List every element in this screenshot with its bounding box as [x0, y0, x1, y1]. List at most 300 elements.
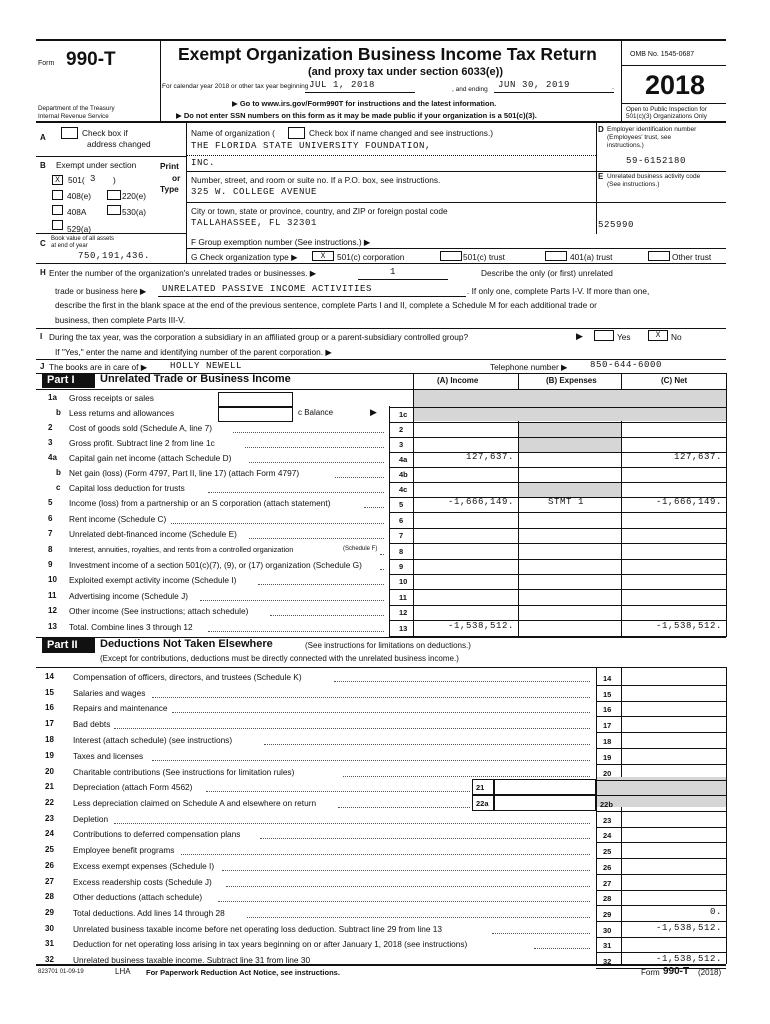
line-c-label: C — [40, 239, 46, 248]
part2-title-note: (See instructions for limitations on deductions.) — [305, 641, 471, 650]
part1-line-number: 8 — [48, 545, 53, 554]
part2-row-rule — [596, 780, 726, 781]
line-b-label: B — [40, 161, 46, 170]
line-a-label: A — [40, 133, 46, 142]
other-trust-label: Other trust — [672, 252, 712, 262]
part2-line-text: Employee benefit programs — [73, 845, 175, 855]
part1-line-text: Capital gain net income (attach Schedule D) — [69, 453, 232, 463]
part2-line-number: 20 — [45, 767, 54, 776]
part1-leader-dots — [270, 615, 384, 616]
omb-number: OMB No. 1545-0687 — [630, 51, 695, 58]
part1-balance-arrow-icon: ▶ — [370, 407, 377, 417]
part1-box-number: 6 — [399, 516, 404, 525]
activity-code-label1: Unrelated business activity code — [607, 173, 701, 180]
part1-leader-dots — [249, 462, 384, 463]
ein-label1: Employer identification number — [607, 126, 697, 133]
part1-line-number: b — [56, 468, 61, 477]
501c-checkbox[interactable]: X — [52, 175, 63, 185]
rule-h — [36, 328, 726, 329]
part2-leader-dots — [114, 823, 590, 824]
header-top-rule — [36, 39, 726, 41]
col-a-header: (A) Income — [437, 376, 479, 385]
part1-line-text: Income (loss) from a partnership or an S corporation (attach statement) — [69, 498, 331, 508]
address-changed-label1: Check box if — [82, 128, 128, 138]
part2-line-number: 15 — [45, 688, 54, 697]
part1-line-text: Rent income (Schedule C) — [69, 514, 167, 524]
subsidiary-yes-label: Yes — [617, 332, 631, 342]
part1-line-8-schedule: (Schedule F) — [343, 546, 378, 552]
h-instruction-line4: business, then complete Parts III-V. — [55, 315, 186, 325]
part1-line-text: Less returns and allowances — [69, 408, 175, 418]
line-e-label: E — [598, 172, 604, 181]
depreciation-input[interactable] — [494, 779, 596, 795]
book-value-label2: at end of year — [51, 243, 88, 249]
header-divider-right — [621, 39, 622, 121]
part1-net-value: 127,637. — [673, 452, 722, 462]
other-trust-checkbox[interactable] — [648, 251, 670, 261]
part1-box-number: 4a — [399, 455, 408, 464]
header-bottom-rule — [36, 121, 726, 123]
part1-title: Unrelated Trade or Business Income — [100, 373, 291, 385]
501c-trust-checkbox[interactable] — [440, 251, 462, 261]
part1-box-divider — [389, 466, 390, 482]
part2-box-number: 26 — [603, 863, 612, 872]
part1-shaded-b-4c — [519, 483, 621, 498]
part1-line-text: Capital loss deduction for trusts — [69, 483, 185, 493]
part2-line-text: Total deductions. Add lines 14 through 28 — [73, 908, 225, 918]
part1-box-divider — [389, 573, 390, 589]
part2-row-rule — [596, 764, 726, 765]
part2-leader-dots — [152, 760, 590, 761]
220e-label: 220(e) — [122, 191, 146, 201]
book-value: 750,191,436. — [78, 251, 151, 261]
part1-box-number: 12 — [399, 608, 408, 617]
part1-box-number: 10 — [399, 577, 408, 586]
footer-lha: LHA — [115, 967, 131, 976]
501c-close: ) — [113, 175, 116, 185]
part1-box-number: 5 — [399, 500, 404, 509]
returns-allowances-input[interactable] — [218, 407, 293, 422]
col-b-header: (B) Expenses — [546, 376, 597, 385]
part1-leader-dots — [249, 538, 384, 539]
part2-row-rule — [596, 890, 726, 891]
part1-box-number: 3 — [399, 440, 404, 449]
part2-line-text: Taxes and licenses — [73, 751, 144, 761]
part1-income-value: -1,666,149. — [447, 497, 514, 507]
trade-after: . If only one, complete Parts I-V. If more than one, — [467, 286, 650, 296]
gross-receipts-input[interactable] — [218, 392, 293, 407]
org-name-line1: THE FLORIDA STATE UNIVERSITY FOUNDATION, — [191, 141, 432, 151]
part2-row-rule — [596, 795, 726, 796]
book-value-label1: Book value of all assets — [51, 236, 115, 242]
part1-statement-ref: STMT 1 — [548, 497, 585, 507]
part2-box-number: 24 — [603, 831, 612, 840]
part2-box-number: 27 — [603, 879, 612, 888]
type-label: Type — [160, 184, 179, 194]
part1-line-text: Total. Combine lines 3 through 12 — [69, 622, 193, 632]
part2-leader-dots — [260, 838, 590, 839]
arrow-icon: ▶ — [576, 331, 583, 341]
part2-leader-dots — [181, 854, 590, 855]
part1-leader-dots — [208, 492, 384, 493]
part1-line-number: 13 — [48, 622, 57, 631]
part1-line-number: 11 — [48, 591, 57, 600]
org-name-divider — [186, 155, 596, 156]
city-value: TALLAHASSEE, FL 32301 — [191, 218, 318, 228]
part1-box-number: 11 — [399, 593, 407, 602]
401a-trust-label: 401(a) trust — [570, 252, 613, 262]
529a-checkbox[interactable] — [52, 220, 63, 230]
part2-box-number: 30 — [603, 926, 612, 935]
part1-line-number: 9 — [48, 560, 53, 569]
begin-underline — [305, 92, 415, 93]
part1-row-rule — [389, 437, 726, 438]
part1-row-rule — [389, 543, 726, 544]
501c-subsection: 3 — [90, 174, 97, 184]
part2-line-text: Other deductions (attach schedule) — [73, 892, 203, 902]
part2-line-text: Compensation of officers, directors, and trustees (Schedule K) — [73, 672, 302, 682]
department-line2: Internal Revenue Service — [38, 113, 109, 120]
tax-year: 2018 — [645, 70, 706, 100]
footer-form-word: Form — [641, 968, 660, 977]
form-word: Form — [38, 60, 55, 67]
line-d-label: D — [598, 125, 604, 134]
part2-leader-dots — [247, 917, 590, 918]
part1-box-divider — [389, 558, 390, 574]
department-line1: Department of the Treasury — [38, 105, 115, 112]
footer-rule — [36, 964, 726, 966]
part2-line-text: Contributions to deferred compensation plans — [73, 829, 241, 839]
part2-line-number: 14 — [45, 672, 54, 681]
line-h-label: H — [40, 268, 46, 277]
part1-line-number: 5 — [48, 498, 53, 507]
part2-line-text: Repairs and maintenance — [73, 703, 168, 713]
part2-row-rule — [596, 701, 726, 702]
address-changed-label2: address changed — [87, 139, 151, 149]
part2-box-number: 29 — [603, 910, 612, 919]
part1-line-number: 10 — [48, 575, 57, 584]
part2-leader-dots — [206, 791, 470, 792]
part2-leader-dots — [218, 901, 590, 902]
tax-year-begin: JUL 1, 2018 — [309, 80, 376, 90]
part2-title: Deductions Not Taken Elsewhere — [100, 638, 273, 650]
part2-line-number: 16 — [45, 703, 54, 712]
part1-line-number: 6 — [48, 514, 53, 523]
part2-line-text: Excess readership costs (Schedule J) — [73, 877, 212, 887]
part1-line-text: Cost of goods sold (Schedule A, line 7) — [69, 423, 212, 433]
trade-description: UNRELATED PASSIVE INCOME ACTIVITIES — [162, 284, 373, 294]
part1-leader-dots — [335, 477, 384, 478]
part1-line-text: Exploited exempt activity income (Schedule I) — [69, 575, 237, 585]
part2-box-number: 15 — [603, 690, 612, 699]
part2-line-number: 31 — [45, 939, 54, 948]
part2-line-number: 19 — [45, 751, 54, 760]
part2-row-rule — [596, 905, 726, 906]
part1-box-number: 9 — [399, 562, 404, 571]
trades-count: 1 — [390, 267, 397, 277]
part2-label: Part II — [42, 638, 95, 653]
part2-leader-dots — [343, 776, 590, 777]
or-label: or — [172, 173, 181, 183]
street-label: Number, street, and room or suite no. If a P.O. box, see instructions. — [191, 175, 441, 185]
part1-income-value: -1,538,512. — [447, 621, 514, 631]
ein-label2: (Employees' trust, see — [607, 134, 672, 141]
part1-line-number: 7 — [48, 529, 53, 538]
501c-trust-label: 501(c) trust — [463, 252, 505, 262]
telephone-label: Telephone number ▶ — [490, 362, 568, 372]
part1-box-number: 4c — [399, 485, 408, 494]
501c-corporation-checkbox[interactable]: X — [312, 251, 334, 261]
part2-box-number: 32 — [603, 957, 612, 966]
part1-row-rule — [389, 528, 726, 529]
org-rule-b — [36, 233, 186, 234]
part2-line-number: 22 — [45, 798, 54, 807]
ein-label3: instructions.) — [607, 142, 644, 149]
part2-inner-box-number: 21 — [476, 783, 485, 792]
part1-row-rule — [389, 422, 726, 423]
depreciation-input[interactable] — [494, 795, 596, 811]
part1-box-divider — [389, 527, 390, 543]
year-rule — [621, 103, 726, 104]
part1-row-rule — [389, 574, 726, 575]
part2-box-number: 17 — [603, 721, 612, 730]
part2-line-number: 18 — [45, 735, 54, 744]
part2-leader-dots — [492, 933, 590, 934]
part1-row-rule — [389, 407, 726, 408]
part2-line-number: 30 — [45, 924, 54, 933]
footer-year: (2018) — [698, 968, 722, 977]
part2-line-number: 17 — [45, 719, 54, 728]
part2-line-text: Salaries and wages — [73, 688, 146, 698]
activity-code-value: 525990 — [598, 220, 635, 230]
part1-box-number: 2 — [399, 425, 404, 434]
form-number: 990-T — [66, 49, 116, 70]
part2-line-number: 25 — [45, 845, 54, 854]
part1-leader-dots — [364, 507, 384, 508]
part1-line-text: Unrelated debt-financed income (Schedule E) — [69, 529, 237, 539]
part2-leader-dots — [334, 681, 590, 682]
part1-line-number: 2 — [48, 423, 53, 432]
part2-leader-dots — [338, 807, 470, 808]
part2-leader-dots — [226, 886, 590, 887]
subsidiary-no-label: No — [671, 332, 682, 342]
part1-box-divider — [389, 620, 390, 636]
part2-line-number: 28 — [45, 892, 54, 901]
part1-row-rule — [389, 589, 726, 590]
omb-rule — [621, 65, 726, 66]
form-title: Exempt Organization Business Income Tax Return — [178, 44, 597, 64]
address-changed-checkbox[interactable] — [61, 127, 78, 139]
subsidiary-question: During the tax year, was the corporation a subsidiary in an affiliated group or a parent-subsidiary controlled group? — [49, 332, 469, 342]
part2-subtitle: (Except for contributions, deductions must be directly connected with the unrelated business income.) — [100, 654, 459, 663]
part2-line-text: Unrelated business taxable income before net operating loss deduction. Subtract line 29 from line 13 — [73, 924, 442, 934]
books-care-label: The books are in care of ▶ — [49, 362, 148, 372]
name-changed-label: Check box if name changed and see instructions.) — [309, 128, 494, 138]
part2-line-text: Less depreciation claimed on Schedule A and elsewhere on return — [73, 798, 317, 808]
part2-box-number: 16 — [603, 705, 612, 714]
part2-row-rule — [596, 937, 726, 938]
subsidiary-no-checkbox[interactable]: X — [648, 330, 668, 341]
part2-row-rule — [596, 858, 726, 859]
part1-leader-dots — [258, 584, 385, 585]
part1-line-number: 12 — [48, 606, 57, 615]
part2-row-rule — [596, 827, 726, 828]
org-rule-a — [36, 156, 186, 157]
period-mark: . — [612, 84, 614, 91]
footer-form-number: 990-T — [663, 966, 690, 977]
530a-checkbox[interactable] — [107, 205, 121, 215]
org-divider-right — [596, 121, 597, 234]
part1-leader-dots — [208, 631, 384, 632]
activity-code-label2: (See instructions.) — [607, 181, 660, 188]
501c-label: 501( — [68, 175, 85, 185]
part2-inner-box-number: 22a — [476, 799, 489, 808]
part2-box-number: 18 — [603, 737, 612, 746]
408a-checkbox[interactable] — [52, 205, 63, 215]
part1-line-text: Interest, annuities, royalties, and rents from a controlled organization — [69, 545, 294, 554]
part2-box-left — [596, 667, 597, 964]
501c-corporation-label: 501(c) corporation — [337, 252, 405, 262]
part1-box-divider — [389, 512, 390, 528]
408a-label: 408A — [67, 207, 87, 217]
footer-code: 823701 01-09-19 — [38, 969, 84, 975]
part1-box-divider — [389, 481, 390, 497]
part2-row-rule — [596, 952, 726, 953]
part1-line-text: Gross receipts or sales — [69, 393, 154, 403]
org-divider-left — [186, 121, 187, 234]
part1-box-number: 4b — [399, 470, 408, 479]
ein-value: 59-6152180 — [626, 156, 687, 166]
part1-net-value: -1,666,149. — [655, 497, 722, 507]
part1-line-number: c — [56, 483, 61, 492]
408e-label: 408(e) — [67, 191, 91, 201]
part2-row-rule — [596, 748, 726, 749]
part1-balance-label: c Balance — [298, 408, 334, 417]
part1-label: Part I — [42, 373, 95, 388]
part2-line-text: Interest (attach schedule) (see instructions) — [73, 735, 233, 745]
city-label: City or town, state or province, country, and ZIP or foreign postal code — [191, 206, 448, 216]
h-instruction-line3: describe the first in the blank space at the end of the previous sentence, complete Parts I and II, complete a Schedule M for each additional trade or — [55, 300, 597, 310]
part1-box-divider — [389, 496, 390, 512]
trade-here-label: trade or business here ▶ — [55, 286, 147, 296]
trades-count-underline — [358, 279, 448, 280]
part1-leader-dots — [171, 523, 384, 524]
part2-shaded-21-22 — [597, 777, 726, 807]
part1-box-divider — [389, 451, 390, 467]
org-name-label: Name of organization ( — [191, 128, 275, 138]
part2-leader-dots — [264, 744, 590, 745]
part2-line-text: Bad debts — [73, 719, 111, 729]
part2-line-number: 29 — [45, 908, 54, 917]
220e-checkbox[interactable] — [107, 190, 121, 200]
part2-leader-dots — [172, 712, 590, 713]
part1-box-number: 8 — [399, 547, 404, 556]
part2-row-rule — [596, 716, 726, 717]
part1-line-number: b — [56, 408, 61, 417]
part1-row-rule — [389, 467, 726, 468]
books-care-name: HOLLY NEWELL — [170, 361, 243, 371]
part1-right-edge — [726, 373, 727, 637]
part1-box-divider — [389, 436, 390, 452]
part2-value: -1,538,512. — [655, 954, 722, 964]
part1-shaded-1ab — [414, 390, 726, 421]
part1-box-divider — [389, 604, 390, 620]
part1-box-divider — [389, 543, 390, 559]
part2-leader-dots — [222, 870, 590, 871]
group-exemption-label: F Group exemption number (See instructions.) ▶ — [191, 237, 371, 247]
part2-value: -1,538,512. — [655, 923, 722, 933]
describe-label: Describe the only (or first) unrelated — [481, 268, 613, 278]
telephone-number: 850-644-6000 — [590, 360, 663, 370]
part2-line-number: 21 — [45, 782, 54, 791]
ssn-warning: ▶ Do not enter SSN numbers on this form as it may be made public if your organization is a 501(c)(3). — [176, 111, 537, 120]
part1-row-rule — [389, 482, 726, 483]
and-ending: , and ending — [452, 86, 488, 93]
part1-leader-dots — [233, 432, 384, 433]
tax-year-end: JUN 30, 2019 — [498, 80, 571, 90]
part1-row-rule — [389, 605, 726, 606]
street-value: 325 W. COLLEGE AVENUE — [191, 187, 318, 197]
part2-box-number: 28 — [603, 894, 612, 903]
subsidiary-yes-checkbox[interactable] — [594, 330, 614, 341]
part2-box-number: 25 — [603, 847, 612, 856]
part2-val-left — [621, 667, 622, 964]
part1-box-number: 13 — [399, 624, 408, 633]
part1-leader-dots — [380, 554, 384, 555]
part1-leader-dots — [245, 447, 384, 448]
part1-line-text: Advertising income (Schedule J) — [69, 591, 188, 601]
part2-line-text: Deduction for net operating loss arising in tax years beginning on or after January 1, 2018 (see instructions) — [73, 939, 468, 949]
part2-right-edge — [726, 667, 727, 964]
org-name-line2: INC. — [191, 158, 216, 168]
part2-value: 0. — [709, 907, 722, 917]
part1-line-text: Investment income of a section 501(c)(7), (9), or (17) organization (Schedule G) — [69, 560, 362, 570]
part2-row-rule — [596, 842, 726, 843]
part1-line-number: 1a — [48, 393, 57, 402]
calendar-year-text: For calendar year 2018 or other tax year beginning — [162, 83, 309, 90]
footer-notice: For Paperwork Reduction Act Notice, see instructions. — [146, 968, 340, 977]
part2-box-number: 23 — [603, 816, 612, 825]
part2-box-number: 22b — [600, 800, 613, 809]
part2-line-text: Depletion — [73, 814, 109, 824]
part1-line-text: Gross profit. Subtract line 2 from line 1c — [69, 438, 215, 448]
open-inspection-line1: Open to Public Inspection for — [626, 106, 707, 113]
part2-box-number: 14 — [603, 674, 612, 683]
open-inspection-line2: 501(c)(3) Organizations Only — [626, 113, 707, 120]
trades-count-label: Enter the number of the organization's unrelated trades or businesses. ▶ — [49, 268, 317, 278]
part1-box-divider — [389, 589, 390, 605]
part1-leader-dots — [380, 569, 384, 570]
part1-line-text: Other income (See instructions; attach schedule) — [69, 606, 249, 616]
part1-leader-dots — [200, 600, 384, 601]
part2-row-rule — [596, 685, 726, 686]
org-rule-name — [186, 171, 726, 172]
part2-line-text: Charitable contributions (See instructions for limitation rules) — [73, 767, 295, 777]
col-c-header: (C) Net — [661, 376, 688, 385]
part2-row-rule — [596, 811, 726, 812]
name-changed-checkbox[interactable] — [288, 127, 305, 139]
part1-line-text: Net gain (loss) (Form 4797, Part II, line 17) (attach Form 4797) — [69, 468, 300, 478]
401a-trust-checkbox[interactable] — [545, 251, 567, 261]
part2-leader-dots — [152, 697, 590, 698]
part1-box-divider — [389, 406, 390, 422]
print-label: Print — [160, 161, 179, 171]
408e-checkbox[interactable] — [52, 190, 63, 200]
part1-row-rule — [389, 512, 726, 513]
530a-label: 530(a) — [122, 207, 146, 217]
part2-line-number: 27 — [45, 877, 54, 886]
part2-line-text: Excess exempt expenses (Schedule I) — [73, 861, 215, 871]
